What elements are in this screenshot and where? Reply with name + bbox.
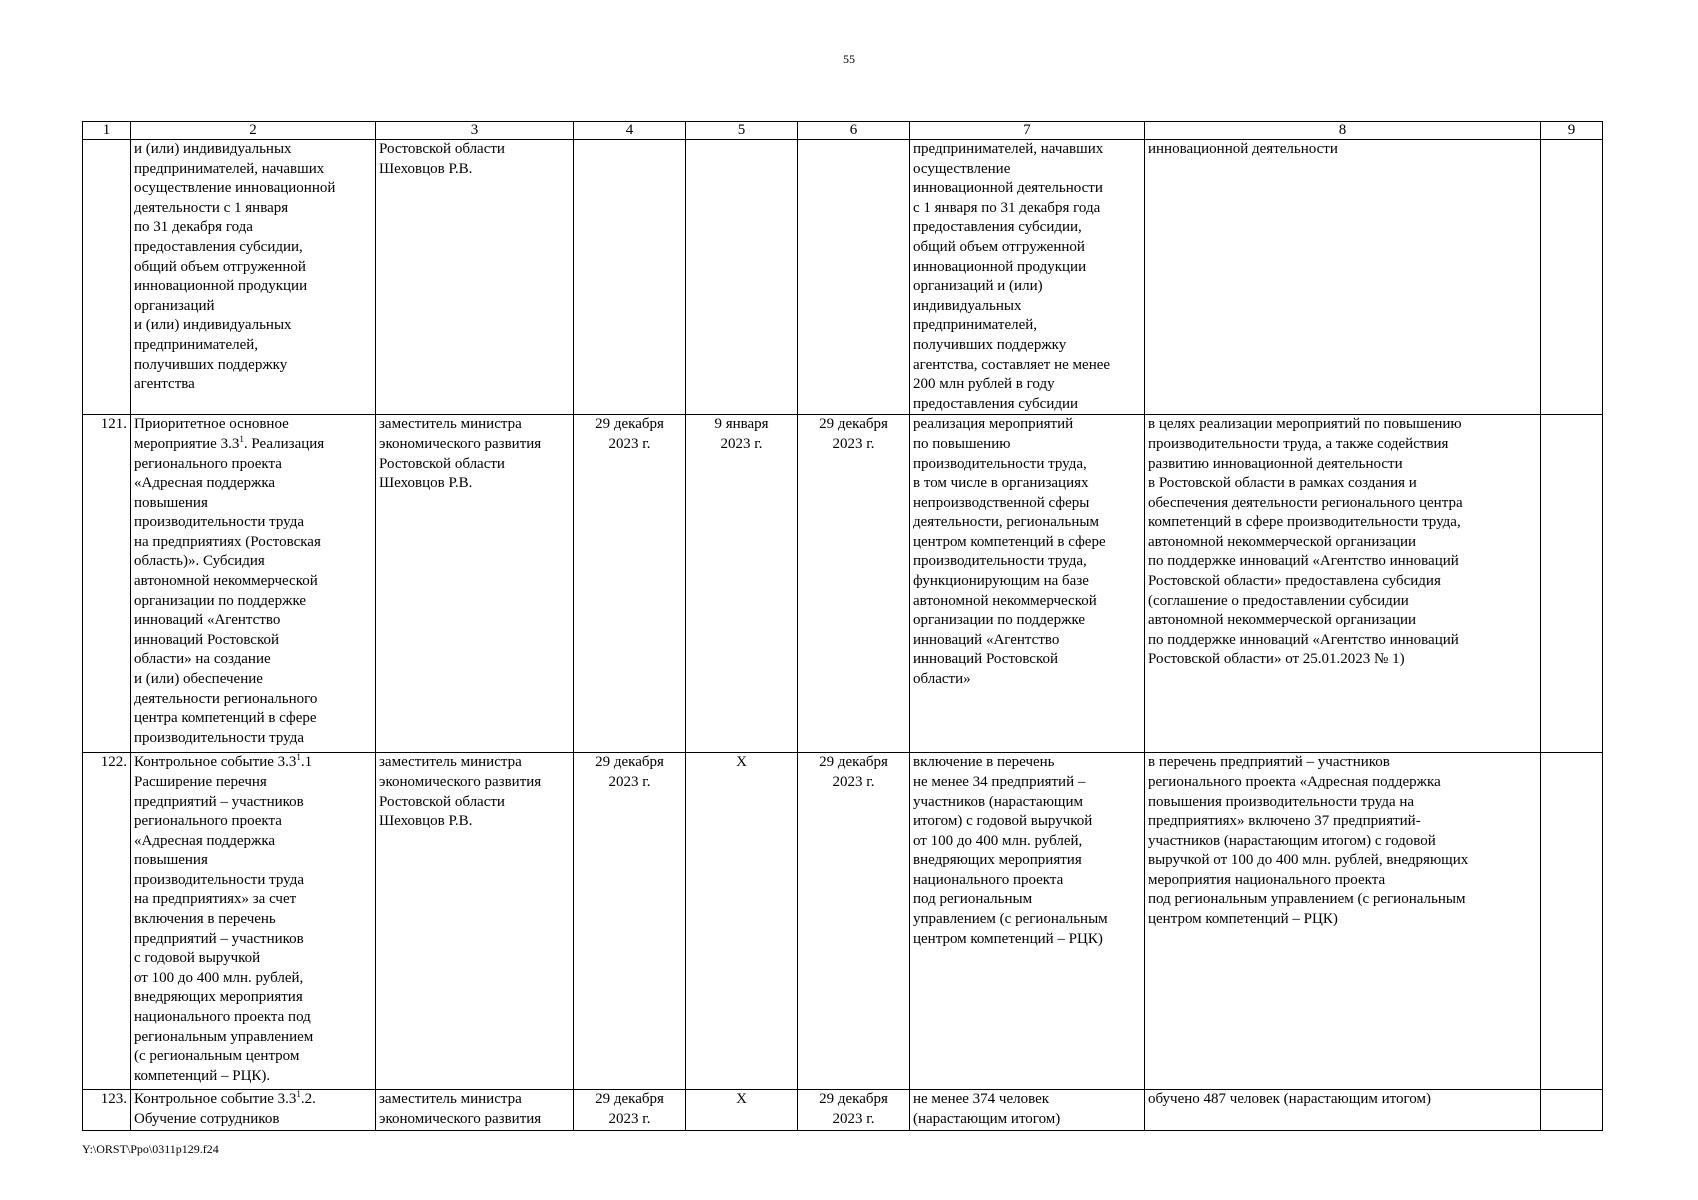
file-path-footer: Y:\ORST\Ppo\0311p129.f24 [82, 1142, 219, 1156]
start-date: Х [686, 1090, 798, 1130]
table-row [83, 415, 1603, 753]
table-row [83, 753, 1603, 1090]
column-number: 9 [1541, 122, 1603, 140]
table-row [83, 1090, 1603, 1130]
note [1541, 140, 1603, 415]
responsible-person: заместитель министра экономического развития Ростовской области Шеховцов Р.В. [376, 415, 574, 753]
actual-result: инновационной деятельности [1145, 140, 1541, 415]
activity-name: Приоритетное основное мероприятие $3.3^1$. Реализация регионального проекта «Адресная поддержка повышения производительности труда на предприятиях (Ростовская область)». Субсидия автономной некоммерческой организации по поддержке инноваций «Агентство инноваций Ростовской области» на создание и (или) обеспечение деятельности регионального центра компетенций в сфере производительности труда [131, 415, 376, 753]
report-table [82, 121, 1603, 1131]
actual-date: 29 декабря 2023 г. [798, 753, 910, 1090]
actual-result: в перечень предприятий – участников регионального проекта «Адресная поддержка повышения производительности труда на предприятиях» включено 37 предприятий- участников (нарастающим итогом) с годовой выручкой от 100 до 400 млн. рублей, внедряющих мероприятия национального проекта под региональным управлением (с региональным центром компетенций – РЦК) [1145, 753, 1541, 1090]
expected-result: реализация мероприятий по повышению производительности труда, в том числе в организациях непроизводственной сферы деятельности, региональным центром компетенций в сфере производительности труда, функционирующим на базе автономной некоммерческой организации по поддержке инноваций «Агентство инноваций Ростовской области» [910, 415, 1145, 753]
activity-name: Контрольное событие $3.3^1.1$ Расширение перечня предприятий – участников регионального проекта «Адресная поддержка повышения производительности труда на предприятиях» за счет включения в перечень предприятий – участников с годовой выручкой от 100 до 400 млн. рублей, внедряющих мероприятия национального проекта под региональным управлением (с региональным центром компетенций – РЦК). [131, 753, 376, 1090]
expected-result: включение в перечень не менее 34 предприятий – участников (нарастающим итогом) с годовой выручкой от 100 до 400 млн. рублей, внедряющих мероприятия национального проекта под региональным управлением (с региональным центром компетенций – РЦК) [910, 753, 1145, 1090]
planned-date: 29 декабря 2023 г. [574, 1090, 686, 1130]
column-number: 8 [1145, 122, 1541, 140]
column-number: 5 [686, 122, 798, 140]
start-date: Х [686, 753, 798, 1090]
column-number: 7 [910, 122, 1145, 140]
row-number: 122. [83, 753, 131, 1090]
start-date [686, 140, 798, 415]
planned-date: 29 декабря 2023 г. [574, 415, 686, 753]
row-number [83, 140, 131, 415]
column-number: 6 [798, 122, 910, 140]
column-number: 4 [574, 122, 686, 140]
actual-date: 29 декабря 2023 г. [798, 1090, 910, 1130]
row-number: 121. [83, 415, 131, 753]
expected-result: предпринимателей, начавших осуществление инновационной деятельности с 1 января по 31 декабря года предоставления субсидии, общий объем отгруженной инновационной продукции организаций и (или) индивидуальных предпринимателей, получивших поддержку агентства, составляет не менее 200 млн рублей в году предоставления субсидии [910, 140, 1145, 415]
actual-result: обучено 487 человек (нарастающим итогом) [1145, 1090, 1541, 1130]
responsible-person: заместитель министра экономического развития Ростовской области Шеховцов Р.В. [376, 753, 574, 1090]
column-number: 2 [131, 122, 376, 140]
table-row [83, 140, 1603, 415]
actual-date: 29 декабря 2023 г. [798, 415, 910, 753]
column-number-row [83, 122, 1603, 140]
column-number: 3 [376, 122, 574, 140]
note [1541, 753, 1603, 1090]
row-number: 123. [83, 1090, 131, 1130]
planned-date [574, 140, 686, 415]
expected-result: не менее 374 человек (нарастающим итогом) [910, 1090, 1145, 1130]
actual-date [798, 140, 910, 415]
activity-name: Контрольное событие $3.3^1.2$. Обучение сотрудников [131, 1090, 376, 1130]
note [1541, 1090, 1603, 1130]
activity-name: и (или) индивидуальных предпринимателей, начавших осуществление инновационной деятельности с 1 января по 31 декабря года предоставления субсидии, общий объем отгруженной инновационной продукции организаций и (или) индивидуальных предпринимателей, получивших поддержку агентства [131, 140, 376, 415]
planned-date: 29 декабря 2023 г. [574, 753, 686, 1090]
note [1541, 415, 1603, 753]
actual-result: в целях реализации мероприятий по повышению производительности труда, а также содействия развитию инновационной деятельности в Ростовской области в рамках создания и обеспечения деятельности регионального центра компетенций в сфере производительности труда, автономной некоммерческой организации по поддержке инноваций «Агентство инноваций Ростовской области» предоставлена субсидия (соглашение о предоставлении субсидии автономной некоммерческой организации по поддержке инноваций «Агентство инноваций Ростовской области» от 25.01.2023 № 1) [1145, 415, 1541, 753]
responsible-person: Ростовской области Шеховцов Р.В. [376, 140, 574, 415]
column-number: 1 [83, 122, 131, 140]
start-date: 9 января 2023 г. [686, 415, 798, 753]
page-number: 55 [843, 52, 855, 66]
responsible-person: заместитель министра экономического развития [376, 1090, 574, 1130]
